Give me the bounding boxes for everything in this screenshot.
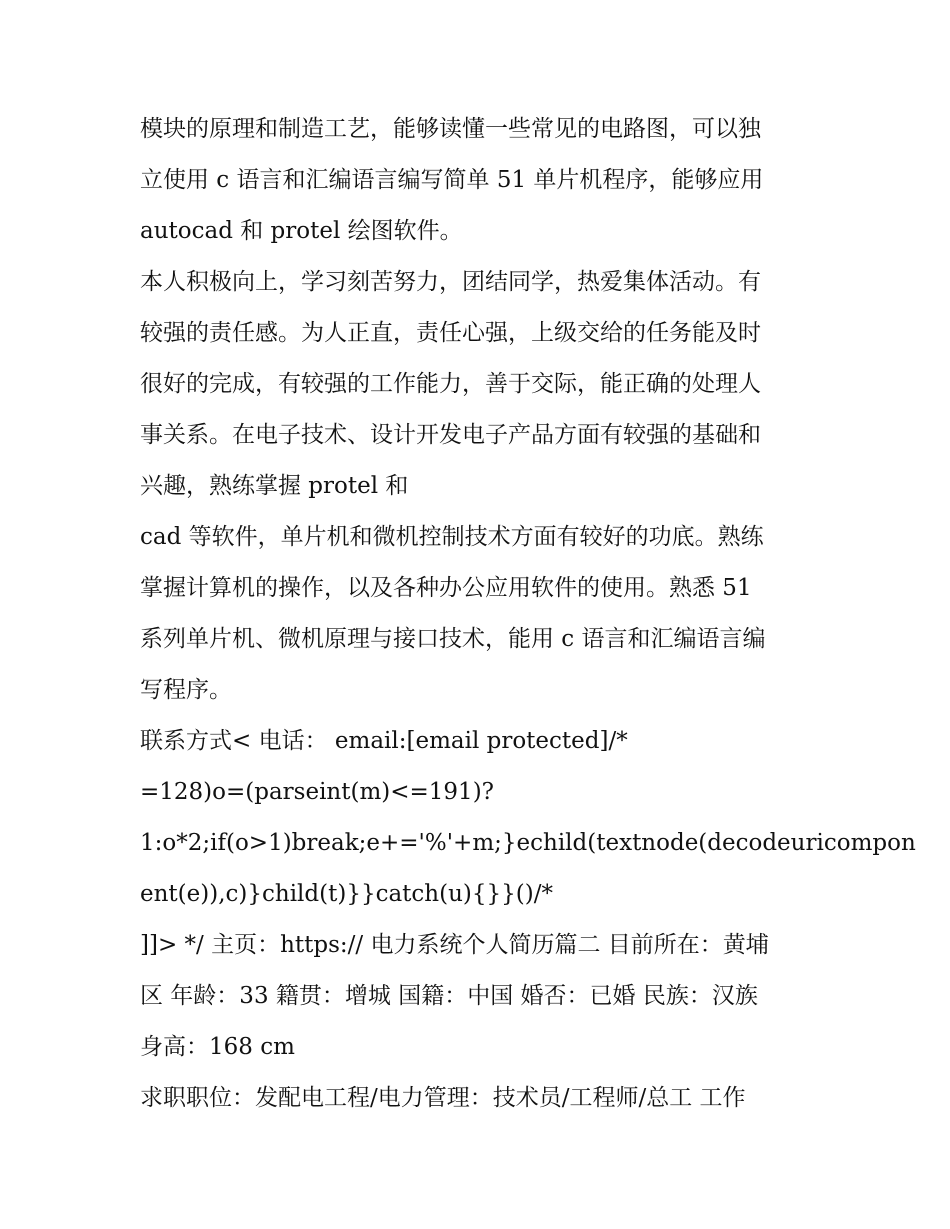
- text-line: autocad 和 protel 绘图软件。: [140, 218, 463, 244]
- text-line: cad 等软件，单片机和微机控制技术方面有较好的功底。熟练: [140, 524, 764, 550]
- text-line: 写程序。: [140, 677, 232, 703]
- text-line: 本人积极向上，学习刻苦努力，团结同学，热爱集体活动。有: [140, 269, 761, 295]
- text-line: 立使用 c 语言和汇编语言编写简单 51 单片机程序，能够应用: [140, 167, 764, 193]
- text-line: 模块的原理和制造工艺，能够读懂一些常见的电路图，可以独: [140, 116, 761, 142]
- text-line: 较强的责任感。为人正直，责任心强，上级交给的任务能及时: [140, 320, 761, 346]
- text-line: 事关系。在电子技术、设计开发电子产品方面有较强的基础和: [140, 422, 761, 448]
- text-line: 区 年龄：33 籍贯：增城 国籍：中国 婚否：已婚 民族：汉族: [140, 983, 758, 1009]
- text-line: 兴趣，熟练掌握 protel 和: [140, 473, 409, 499]
- text-line: 很好的完成，有较强的工作能力，善于交际，能正确的处理人: [140, 371, 761, 397]
- text-line: 求职职位：发配电工程/电力管理：技术员/工程师/总工 工作: [140, 1085, 746, 1111]
- text-line: =128)o=(parseint(m)<=191)?: [140, 779, 494, 805]
- text-line: 系列单片机、微机原理与接口技术，能用 c 语言和汇编语言编: [140, 626, 766, 652]
- text-line: 联系方式< 电话： email:[email protected]/*: [140, 728, 628, 754]
- text-line: 1:o*2;if(o>1)break;e+='%'+m;}echild(textnode(decodeuricompon: [140, 830, 916, 856]
- document-body: [140, 104, 916, 1124]
- text-line: 身高：168 cm: [140, 1034, 295, 1060]
- text-line: ent(e)),c)}child(t)}}catch(u){}}()/*: [140, 881, 553, 907]
- text-line: ]]> */ 主页：https:// 电力系统个人简历篇二 目前所在：黄埔: [140, 932, 769, 958]
- text-line: 掌握计算机的操作，以及各种办公应用软件的使用。熟悉 51: [140, 575, 752, 601]
